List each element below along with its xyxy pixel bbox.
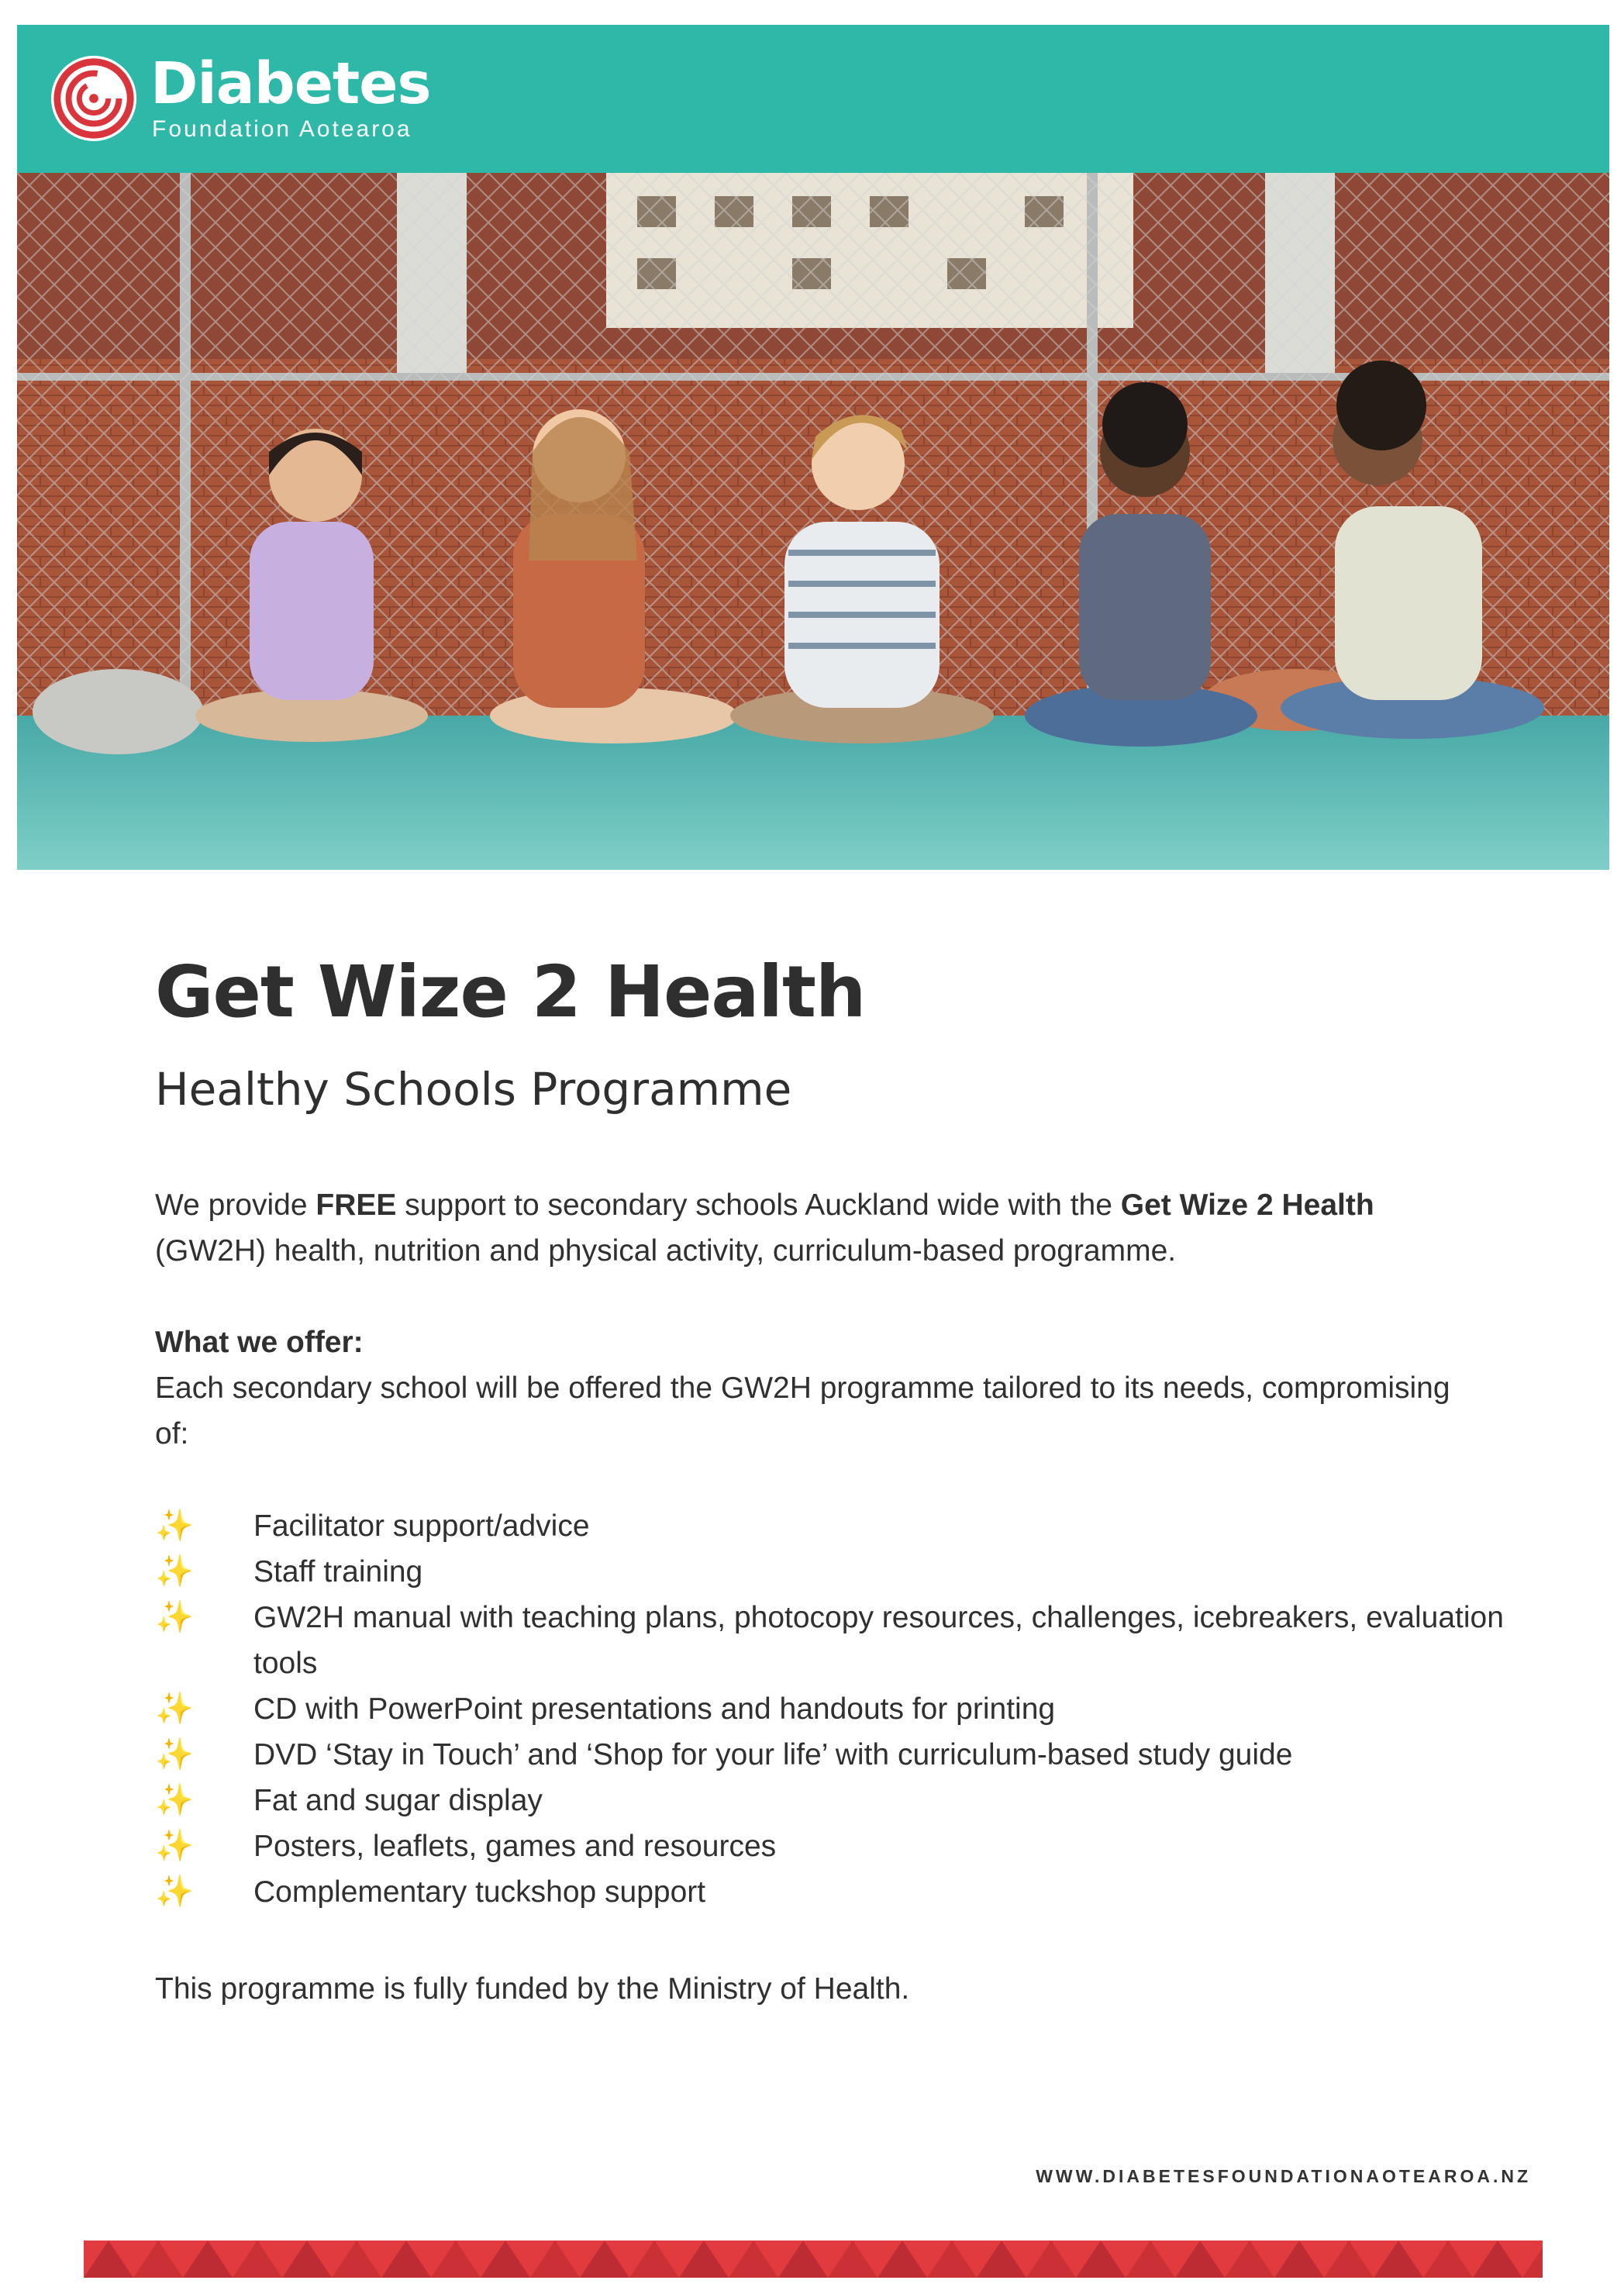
- list-item: [155, 1686, 1519, 1732]
- sparkle-icon: ✨: [155, 1692, 194, 1726]
- page-title: Get Wize 2 Health: [155, 950, 866, 1033]
- hero-photo: [17, 173, 1609, 870]
- list-item: [155, 1549, 1519, 1595]
- list-item-text: DVD ‘Stay in Touch’ and ‘Shop for your life’ with curriculum-based study guide: [253, 1738, 1293, 1771]
- list-item: [155, 1732, 1519, 1778]
- intro-text: (GW2H) health, nutrition and physical activity, curriculum-based programme.: [155, 1234, 1177, 1268]
- intro-text: support to secondary schools Auckland wide with the: [396, 1188, 1121, 1222]
- list-item-text: Facilitator support/advice: [253, 1509, 590, 1543]
- sparkle-icon: ✨: [155, 1600, 194, 1634]
- intro-paragraph: [155, 1182, 1488, 1274]
- list-item: [155, 1869, 1519, 1915]
- offer-heading: What we offer:: [155, 1326, 364, 1359]
- list-item: [155, 1595, 1519, 1686]
- list-item-text: GW2H manual with teaching plans, photocopy resources, challenges, icebreakers, evaluation tools: [253, 1601, 1504, 1680]
- sparkle-icon: ✨: [155, 1737, 194, 1771]
- sparkle-icon: ✨: [155, 1509, 194, 1543]
- children-at-fence-image: [17, 173, 1609, 870]
- list-item-text: CD with PowerPoint presentations and handouts for printing: [253, 1692, 1056, 1726]
- sparkle-icon: ✨: [155, 1875, 194, 1909]
- list-item-text: Fat and sugar display: [253, 1784, 543, 1817]
- decorative-stripe: [84, 2241, 1543, 2278]
- intro-free: FREE: [315, 1188, 397, 1222]
- list-item-text: Staff training: [253, 1555, 423, 1589]
- page-subtitle: Healthy Schools Programme: [155, 1063, 792, 1116]
- list-item-text: Posters, leaflets, games and resources: [253, 1830, 777, 1863]
- intro-programme-name: Get Wize 2 Health: [1120, 1188, 1374, 1222]
- sparkle-icon: ✨: [155, 1554, 194, 1589]
- header-banner: [17, 25, 1609, 173]
- offer-text: Each secondary school will be offered the GW2H programme tailored to its needs, compromising of:: [155, 1371, 1450, 1451]
- intro-text: We provide: [155, 1188, 316, 1222]
- list-item: [155, 1503, 1519, 1549]
- offer-list: [155, 1503, 1519, 1915]
- offer-section: [155, 1319, 1488, 1457]
- brand-subtitle: Foundation Aotearoa: [152, 116, 412, 142]
- website-link[interactable]: WWW.DIABETESFOUNDATIONAOTEAROA.NZ: [1036, 2166, 1531, 2186]
- list-item: [155, 1778, 1519, 1823]
- sparkle-icon: ✨: [155, 1783, 194, 1817]
- list-item: [155, 1823, 1519, 1869]
- spiral-logo-icon: [48, 53, 140, 144]
- funding-note: This programme is fully funded by the Ministry of Health.: [155, 1972, 910, 2006]
- brand-name: Diabetes: [150, 50, 431, 117]
- sparkle-icon: ✨: [155, 1829, 194, 1863]
- list-item-text: Complementary tuckshop support: [253, 1875, 706, 1909]
